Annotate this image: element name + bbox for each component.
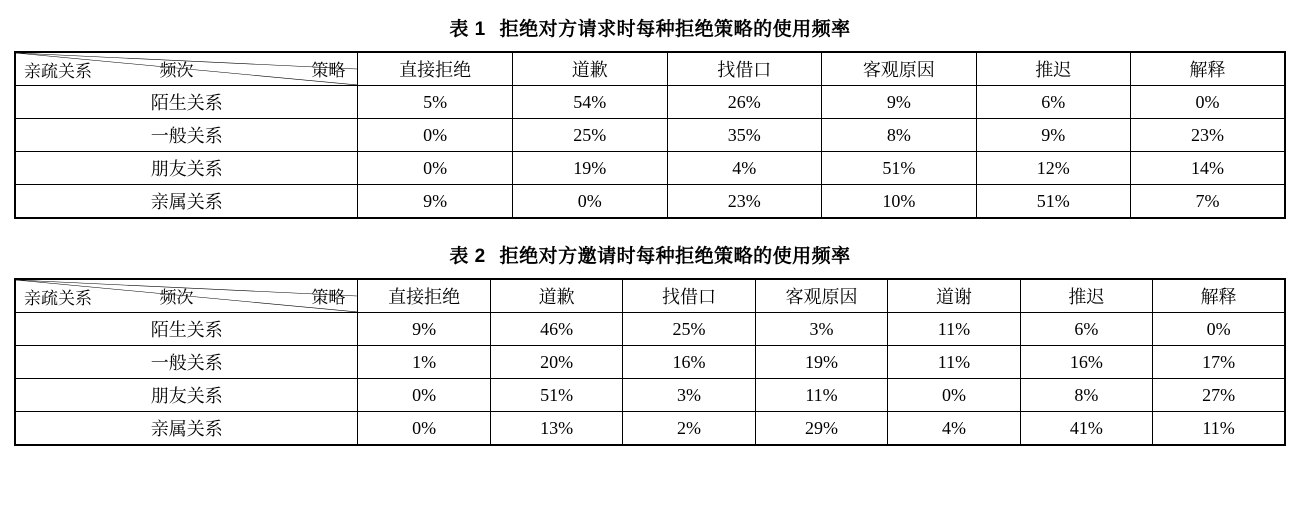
table-cell: 23% bbox=[1131, 119, 1285, 152]
table-1-col-header: 客观原因 bbox=[822, 52, 977, 86]
table-2-col-header: 客观原因 bbox=[755, 279, 887, 313]
table-block-1 bbox=[14, 0, 1286, 219]
table-cell: 9% bbox=[358, 313, 490, 346]
table-cell: 0% bbox=[358, 152, 513, 185]
table-1-caption-number: 表 1 bbox=[449, 19, 486, 40]
table-cell: 46% bbox=[490, 313, 622, 346]
table-2-row-header: 朋友关系 bbox=[15, 379, 358, 412]
table-1-row-header: 朋友关系 bbox=[15, 152, 358, 185]
table-1-row-header: 陌生关系 bbox=[15, 86, 358, 119]
table-cell: 51% bbox=[490, 379, 622, 412]
table-cell: 3% bbox=[623, 379, 755, 412]
table-cell: 5% bbox=[358, 86, 513, 119]
table-2-row-header: 亲属关系 bbox=[15, 412, 358, 446]
table-cell: 26% bbox=[667, 86, 822, 119]
table-2-caption-text: 拒绝对方邀请时每种拒绝策略的使用频率 bbox=[499, 246, 851, 267]
table-2-caption bbox=[14, 241, 1286, 268]
table-cell: 1% bbox=[358, 346, 490, 379]
table-cell: 3% bbox=[755, 313, 887, 346]
table-1-row-header: 亲属关系 bbox=[15, 185, 358, 219]
table-cell: 9% bbox=[976, 119, 1130, 152]
table-cell: 9% bbox=[358, 185, 513, 219]
table-cell: 7% bbox=[1131, 185, 1285, 219]
table-1-row-header: 一般关系 bbox=[15, 119, 358, 152]
table-cell: 51% bbox=[822, 152, 977, 185]
table-cell: 19% bbox=[512, 152, 667, 185]
table-2-caption-number: 表 2 bbox=[449, 246, 486, 267]
table-cell: 11% bbox=[888, 346, 1020, 379]
table-cell: 20% bbox=[490, 346, 622, 379]
table-1-caption bbox=[14, 14, 1286, 41]
table-cell: 23% bbox=[667, 185, 822, 219]
table-cell: 17% bbox=[1153, 346, 1285, 379]
table-2-col-header: 推迟 bbox=[1020, 279, 1152, 313]
table-cell: 51% bbox=[976, 185, 1130, 219]
table-1-header-row bbox=[15, 52, 1285, 86]
table-2-col-header: 道歉 bbox=[490, 279, 622, 313]
table-cell: 8% bbox=[822, 119, 977, 152]
table-cell: 16% bbox=[623, 346, 755, 379]
table-cell: 8% bbox=[1020, 379, 1152, 412]
table-2-col-header: 道谢 bbox=[888, 279, 1020, 313]
table-1-col-header: 直接拒绝 bbox=[358, 52, 513, 86]
table-cell: 25% bbox=[512, 119, 667, 152]
table-row bbox=[15, 346, 1285, 379]
table-cell: 11% bbox=[888, 313, 1020, 346]
table-2-col-header: 找借口 bbox=[623, 279, 755, 313]
table-2-corner-cell bbox=[15, 279, 358, 313]
table-row bbox=[15, 119, 1285, 152]
table-cell: 0% bbox=[358, 119, 513, 152]
table-cell: 35% bbox=[667, 119, 822, 152]
table-cell: 0% bbox=[888, 379, 1020, 412]
table-row bbox=[15, 379, 1285, 412]
table-cell: 54% bbox=[512, 86, 667, 119]
table-2-col-header: 解释 bbox=[1153, 279, 1285, 313]
table-1-col-header: 找借口 bbox=[667, 52, 822, 86]
table-row bbox=[15, 152, 1285, 185]
table-row bbox=[15, 86, 1285, 119]
table-1-col-header: 解释 bbox=[1131, 52, 1285, 86]
table-row bbox=[15, 185, 1285, 219]
table-cell: 0% bbox=[1153, 313, 1285, 346]
table-cell: 6% bbox=[1020, 313, 1152, 346]
table-cell: 16% bbox=[1020, 346, 1152, 379]
table-1 bbox=[14, 51, 1286, 219]
table-2-row-header: 一般关系 bbox=[15, 346, 358, 379]
table-row bbox=[15, 412, 1285, 446]
table-2-corner-bottom-label: 亲疏关系 bbox=[24, 289, 92, 308]
table-cell: 11% bbox=[755, 379, 887, 412]
table-2-header-row bbox=[15, 279, 1285, 313]
table-cell: 0% bbox=[1131, 86, 1285, 119]
table-cell: 11% bbox=[1153, 412, 1285, 446]
table-1-corner-bottom-label: 亲疏关系 bbox=[24, 62, 92, 81]
table-cell: 4% bbox=[888, 412, 1020, 446]
table-cell: 19% bbox=[755, 346, 887, 379]
table-row bbox=[15, 313, 1285, 346]
table-cell: 0% bbox=[358, 412, 490, 446]
table-cell: 10% bbox=[822, 185, 977, 219]
table-1-col-header: 推迟 bbox=[976, 52, 1130, 86]
table-2-corner-right-label: 策略 bbox=[311, 288, 346, 307]
table-1-corner-cell bbox=[15, 52, 358, 86]
table-cell: 29% bbox=[755, 412, 887, 446]
table-2 bbox=[14, 278, 1286, 446]
table-cell: 4% bbox=[667, 152, 822, 185]
table-2-col-header: 直接拒绝 bbox=[358, 279, 490, 313]
table-cell: 27% bbox=[1153, 379, 1285, 412]
table-cell: 9% bbox=[822, 86, 977, 119]
table-cell: 0% bbox=[512, 185, 667, 219]
table-1-col-header: 道歉 bbox=[512, 52, 667, 86]
table-cell: 25% bbox=[623, 313, 755, 346]
table-cell: 13% bbox=[490, 412, 622, 446]
table-1-corner-right-label: 策略 bbox=[311, 61, 346, 80]
table-1-caption-text: 拒绝对方请求时每种拒绝策略的使用频率 bbox=[499, 19, 851, 40]
table-cell: 12% bbox=[976, 152, 1130, 185]
table-cell: 0% bbox=[358, 379, 490, 412]
table-2-corner-top-label: 频次 bbox=[159, 288, 194, 307]
table-block-2 bbox=[14, 219, 1286, 446]
table-cell: 14% bbox=[1131, 152, 1285, 185]
table-2-row-header: 陌生关系 bbox=[15, 313, 358, 346]
table-cell: 2% bbox=[623, 412, 755, 446]
table-cell: 41% bbox=[1020, 412, 1152, 446]
table-1-corner-top-label: 频次 bbox=[159, 61, 194, 80]
table-cell: 6% bbox=[976, 86, 1130, 119]
